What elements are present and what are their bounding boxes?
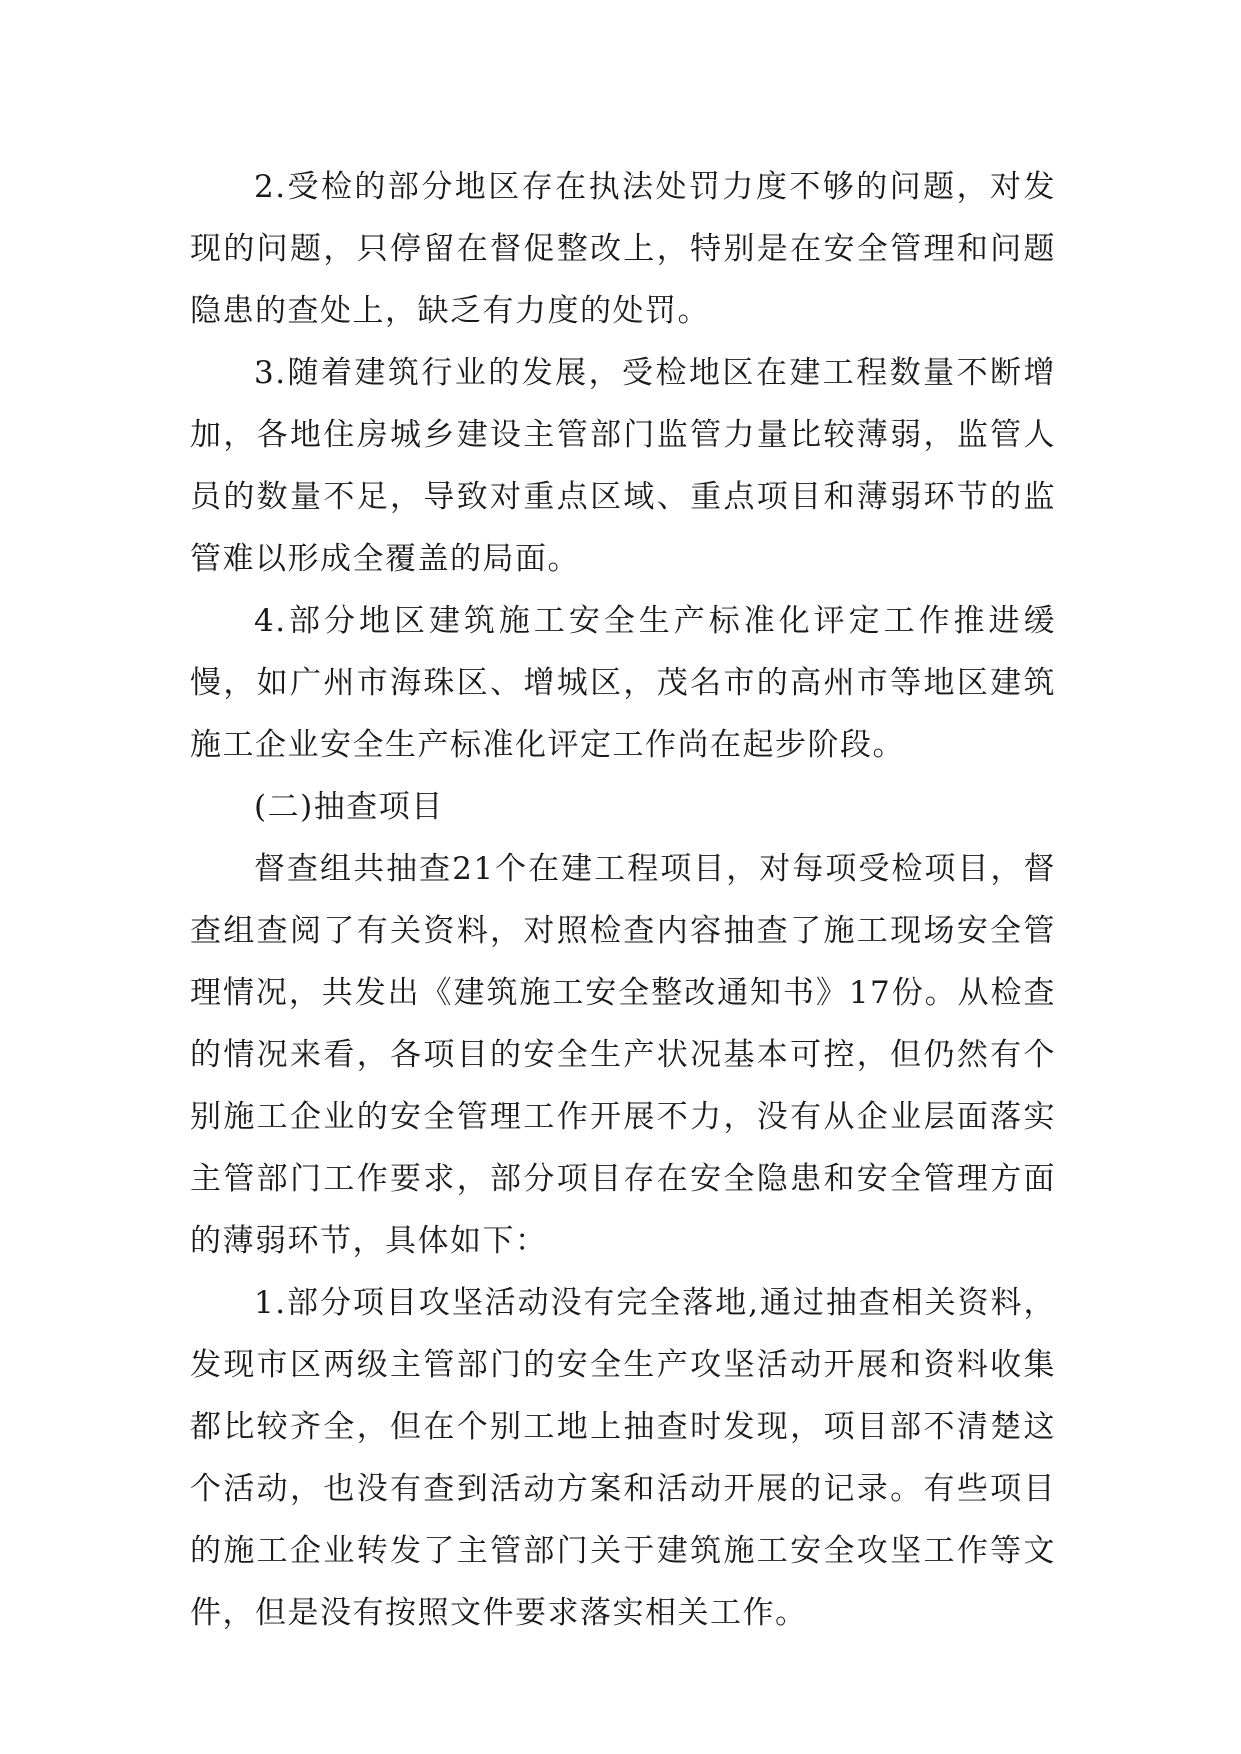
paragraph-item-1: 1.部分项目攻坚活动没有完全落地,通过抽查相关资料，发现市区两级主管部门的安全生产攻坚活动开展和资料收集都比较齐全，但在个别工地上抽查时发现，项目部不清楚这个活动，也没有查到活动方案和活动开展的记录。有些项目的施工企业转发了主管部门关于建筑施工安全攻坚工作等文件，但是没有按照文件要求落实相关工作。: [190, 1285, 1056, 1631]
paragraph-item-4: 4.部分地区建筑施工安全生产标准化评定工作推进缓慢，如广州市海珠区、增城区，茂名市的高州市等地区建筑施工企业安全生产标准化评定工作尚在起步阶段。: [190, 603, 1056, 763]
paragraph-inspection-summary: 督查组共抽查21个在建工程项目，对每项受检项目，督查组查阅了有关资料，对照检查内容抽查了施工现场安全管理情况，共发出《建筑施工安全整改通知书》17份。从检查的情况来看，各项目的安全生产状况基本可控，但仍然有个别施工企业的安全管理工作开展不力，没有从企业层面落实主管部门工作要求，部分项目存在安全隐患和安全管理方面的薄弱环节，具体如下：: [190, 851, 1056, 1259]
section-heading: (二)抽查项目: [254, 789, 444, 825]
paragraph-item-3: 3.随着建筑行业的发展，受检地区在建工程数量不断增加，各地住房城乡建设主管部门监管力量比较薄弱，监管人员的数量不足，导致对重点区域、重点项目和薄弱环节的监管难以形成全覆盖的局面。: [190, 355, 1056, 577]
document-body: [190, 156, 1056, 1644]
paragraph-item-2: 2.受检的部分地区存在执法处罚力度不够的问题，对发现的问题，只停留在督促整改上，特别是在安全管理和问题隐患的查处上，缺乏有力度的处罚。: [190, 169, 1056, 329]
